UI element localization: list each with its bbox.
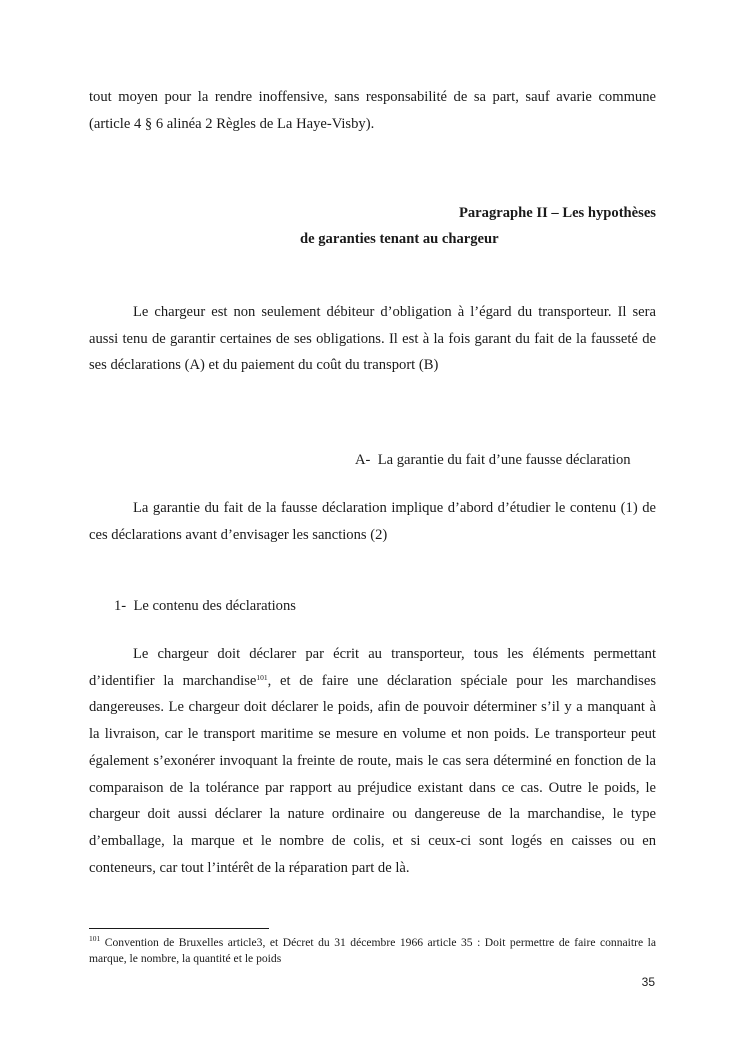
point-1-title: Le contenu des déclarations (133, 598, 296, 614)
page-number: 35 (641, 975, 655, 989)
footnote-reference[interactable]: 101 (256, 672, 268, 682)
footnote-number: 101 (89, 934, 101, 943)
point-1-marker: 1- (114, 598, 127, 614)
subsection-a-title: La garantie du fait d’une fausse déclaration (377, 452, 631, 468)
section-intro-paragraph: Le chargeur est non seulement débiteur d’obligation à l’égard du transporteur. Il sera aussi tenu de garantir certaines de ses obligations. Il est à la fois garant du fait de la fausseté de ses déclarations (A) et du paiement du coût du transport (B) (89, 304, 656, 374)
body-text-before-note: Le chargeur doit déclarer par écrit au transporteur, tous les éléments permettant d’identifier la marchandise (89, 646, 656, 689)
section-heading-line-1: Paragraphe II – Les hypothèses (458, 205, 656, 221)
footnote (89, 935, 656, 967)
point-1-heading (114, 593, 296, 619)
body-text-after-note: , et de faire une déclaration spéciale pour les marchandises dangereuses. Le chargeur doit déclarer le poids, afin de pouvoir déterminer s’il y a manquant à la livraison, car le transport maritime se mesure en volume et non poids. Le transporteur peut également s’exonérer invoquant la freinte de route, mais le cas sera déterminé en fonction de la comparaison de la tolérance par rapport au préjudice existant dans ce cas. Outre le poids, le chargeur doit aussi déclarer la nature ordinaire ou dangereuse de la marchandise, le type d’emballage, la marque et le nombre de colis, et si ceux-ci sont logés en caisses ou en conteneurs, car tout l’intérêt de la réparation part de là. (89, 672, 657, 876)
intro-paragraph: tout moyen pour la rendre inoffensive, sans responsabilité de sa part, sauf avarie commune (article 4 § 6 alinéa 2 Règles de La Haye-Visby). (89, 89, 656, 132)
subsection-a-heading (355, 447, 631, 473)
footnote-text: Convention de Bruxelles article3, et Décret du 31 décembre 1966 article 35 : Doit permettre de faire connaitre la marque, le nombre, la quantité et le poids (89, 936, 656, 965)
section-heading-line-2: de garanties tenant au chargeur (300, 231, 499, 247)
subsection-a-intro-paragraph: La garantie du fait de la fausse déclaration implique d’abord d’étudier le contenu (1) de ces déclarations avant d’envisager les sanctions (2) (89, 500, 656, 543)
subsection-a-marker: A- (355, 452, 371, 468)
footnote-divider (89, 928, 269, 929)
body-paragraph (89, 641, 656, 881)
